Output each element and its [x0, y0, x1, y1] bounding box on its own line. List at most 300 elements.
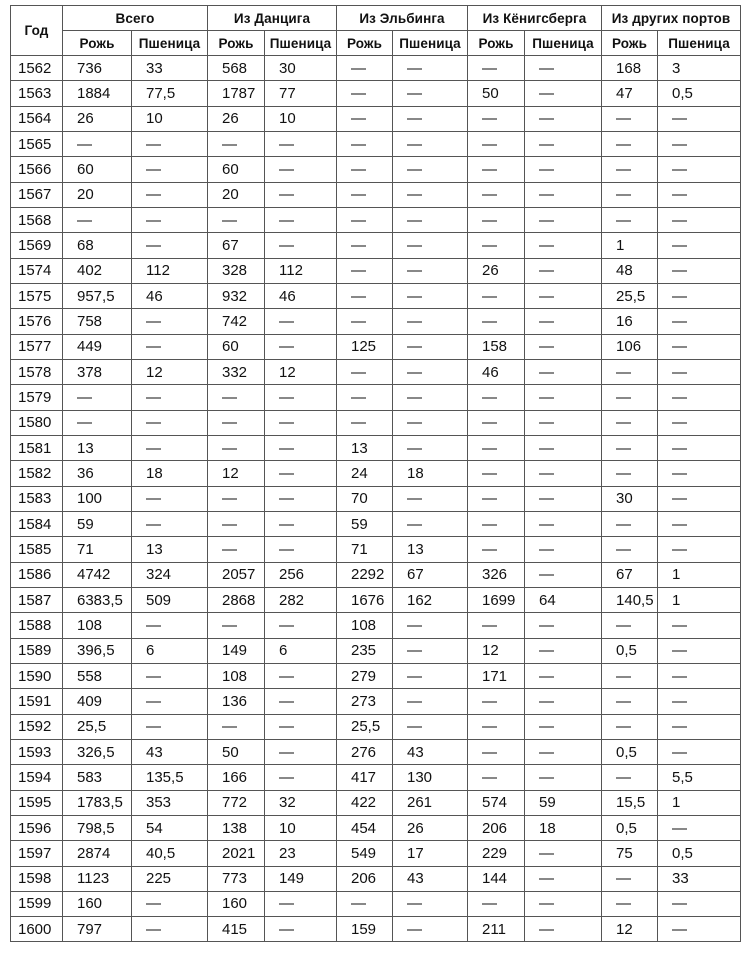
value-cell: —	[468, 56, 525, 81]
value-cell: 149	[208, 638, 265, 663]
value-cell: —	[132, 486, 208, 511]
value-cell: —	[208, 486, 265, 511]
value-cell: —	[132, 207, 208, 232]
value-cell: —	[602, 131, 658, 156]
table-row	[11, 359, 741, 384]
value-cell: —	[658, 891, 741, 916]
value-cell: —	[132, 917, 208, 942]
value-cell: —	[132, 689, 208, 714]
value-cell: —	[525, 613, 602, 638]
table-row	[11, 182, 741, 207]
value-cell: —	[658, 739, 741, 764]
value-cell: —	[337, 359, 393, 384]
value-cell: 758	[63, 309, 132, 334]
value-cell: 26	[63, 106, 132, 131]
year-cell: 1574	[11, 258, 63, 283]
value-cell: 10	[265, 106, 337, 131]
value-cell: 43	[393, 739, 468, 764]
value-cell: 168	[602, 56, 658, 81]
value-cell: 75	[602, 841, 658, 866]
value-cell: —	[525, 283, 602, 308]
value-cell: 15,5	[602, 790, 658, 815]
value-cell: —	[265, 613, 337, 638]
value-cell: —	[468, 891, 525, 916]
year-cell: 1581	[11, 435, 63, 460]
value-cell: —	[602, 866, 658, 891]
sub-header-rye: Рожь	[208, 31, 265, 56]
table-row	[11, 106, 741, 131]
value-cell: 332	[208, 359, 265, 384]
value-cell: —	[63, 131, 132, 156]
value-cell: —	[393, 511, 468, 536]
value-cell: 112	[265, 258, 337, 283]
value-cell: 160	[208, 891, 265, 916]
value-cell: —	[658, 435, 741, 460]
value-cell: 43	[393, 866, 468, 891]
value-cell: —	[337, 410, 393, 435]
value-cell: 256	[265, 562, 337, 587]
value-cell: —	[468, 233, 525, 258]
value-cell: —	[602, 207, 658, 232]
value-cell: 932	[208, 283, 265, 308]
value-cell: 20	[63, 182, 132, 207]
value-cell: 46	[468, 359, 525, 384]
value-cell: —	[208, 613, 265, 638]
value-cell: 0,5	[602, 739, 658, 764]
value-cell: —	[208, 410, 265, 435]
value-cell: —	[525, 511, 602, 536]
value-cell: —	[468, 157, 525, 182]
value-cell: —	[393, 131, 468, 156]
value-cell: —	[393, 714, 468, 739]
value-cell: —	[132, 613, 208, 638]
value-cell: —	[658, 359, 741, 384]
value-cell: —	[658, 638, 741, 663]
value-cell: 261	[393, 790, 468, 815]
year-cell: 1595	[11, 790, 63, 815]
value-cell: 13	[63, 435, 132, 460]
value-cell: —	[602, 106, 658, 131]
value-cell: 43	[132, 739, 208, 764]
value-cell: 166	[208, 765, 265, 790]
value-cell: —	[208, 131, 265, 156]
year-cell: 1567	[11, 182, 63, 207]
value-cell: —	[525, 182, 602, 207]
value-cell: 2057	[208, 562, 265, 587]
value-cell: —	[602, 157, 658, 182]
value-cell: 20	[208, 182, 265, 207]
value-cell: —	[132, 131, 208, 156]
value-cell: —	[132, 233, 208, 258]
table-row	[11, 815, 741, 840]
value-cell: —	[658, 283, 741, 308]
value-cell: 509	[132, 587, 208, 612]
value-cell: 71	[337, 537, 393, 562]
value-cell: 279	[337, 663, 393, 688]
value-cell: 324	[132, 562, 208, 587]
value-cell: 396,5	[63, 638, 132, 663]
value-cell: —	[265, 461, 337, 486]
year-cell: 1591	[11, 689, 63, 714]
value-cell: 13	[337, 435, 393, 460]
value-cell: 33	[658, 866, 741, 891]
value-cell: —	[602, 714, 658, 739]
value-cell: 282	[265, 587, 337, 612]
sub-header-wheat: Пшеница	[525, 31, 602, 56]
value-cell: 1	[658, 790, 741, 815]
value-cell: —	[265, 739, 337, 764]
value-cell: —	[658, 714, 741, 739]
value-cell: —	[393, 207, 468, 232]
value-cell: 773	[208, 866, 265, 891]
value-cell: —	[265, 309, 337, 334]
value-cell: 549	[337, 841, 393, 866]
value-cell: —	[208, 435, 265, 460]
year-cell: 1587	[11, 587, 63, 612]
value-cell: 108	[63, 613, 132, 638]
value-cell: —	[525, 917, 602, 942]
sub-header-rye: Рожь	[468, 31, 525, 56]
value-cell: 12	[265, 359, 337, 384]
value-cell: —	[525, 309, 602, 334]
year-cell: 1568	[11, 207, 63, 232]
table-row	[11, 283, 741, 308]
year-cell: 1590	[11, 663, 63, 688]
year-cell: 1575	[11, 283, 63, 308]
value-cell: 77,5	[132, 81, 208, 106]
value-cell: —	[525, 359, 602, 384]
year-cell: 1593	[11, 739, 63, 764]
value-cell: —	[337, 233, 393, 258]
value-cell: 211	[468, 917, 525, 942]
value-cell: —	[337, 56, 393, 81]
value-cell: —	[393, 917, 468, 942]
value-cell: —	[208, 714, 265, 739]
value-cell: —	[525, 866, 602, 891]
value-cell: —	[525, 410, 602, 435]
value-cell: 5,5	[658, 765, 741, 790]
value-cell: 50	[208, 739, 265, 764]
value-cell: 159	[337, 917, 393, 942]
value-cell: 225	[132, 866, 208, 891]
value-cell: —	[658, 182, 741, 207]
value-cell: —	[265, 714, 337, 739]
value-cell: 40,5	[132, 841, 208, 866]
value-cell: 70	[337, 486, 393, 511]
value-cell: —	[468, 511, 525, 536]
table-row	[11, 917, 741, 942]
value-cell: 378	[63, 359, 132, 384]
value-cell: 17	[393, 841, 468, 866]
value-cell: 574	[468, 790, 525, 815]
value-cell: 26	[208, 106, 265, 131]
year-cell: 1586	[11, 562, 63, 587]
value-cell: 26	[393, 815, 468, 840]
sub-header-wheat: Пшеница	[658, 31, 741, 56]
value-cell: —	[658, 131, 741, 156]
value-cell: 46	[265, 283, 337, 308]
table-row	[11, 435, 741, 460]
table-row	[11, 689, 741, 714]
value-cell: —	[393, 689, 468, 714]
value-cell: —	[525, 81, 602, 106]
value-cell: 160	[63, 891, 132, 916]
value-cell: 12	[468, 638, 525, 663]
value-cell: —	[265, 663, 337, 688]
year-cell: 1589	[11, 638, 63, 663]
year-cell: 1562	[11, 56, 63, 81]
value-cell: —	[468, 283, 525, 308]
value-cell: —	[393, 56, 468, 81]
table-row	[11, 638, 741, 663]
value-cell: 25,5	[602, 283, 658, 308]
group-header-koenigsberg: Из Кёнигсберга	[468, 6, 602, 31]
value-cell: —	[525, 334, 602, 359]
value-cell: —	[265, 131, 337, 156]
table-row	[11, 461, 741, 486]
value-cell: 1884	[63, 81, 132, 106]
value-cell: —	[132, 410, 208, 435]
group-header-elbing: Из Эльбинга	[337, 6, 468, 31]
value-cell: —	[525, 562, 602, 587]
year-cell: 1577	[11, 334, 63, 359]
value-cell: 18	[132, 461, 208, 486]
value-cell: —	[468, 461, 525, 486]
value-cell: —	[468, 765, 525, 790]
table-row	[11, 56, 741, 81]
value-cell: 18	[525, 815, 602, 840]
value-cell: —	[658, 486, 741, 511]
value-cell: —	[393, 182, 468, 207]
value-cell: 1699	[468, 587, 525, 612]
value-cell: 0,5	[658, 841, 741, 866]
value-cell: 144	[468, 866, 525, 891]
value-cell: —	[658, 157, 741, 182]
value-cell: —	[468, 385, 525, 410]
value-cell: 26	[468, 258, 525, 283]
value-cell: 6383,5	[63, 587, 132, 612]
value-cell: 326	[468, 562, 525, 587]
value-cell: —	[393, 106, 468, 131]
value-cell: —	[658, 537, 741, 562]
value-cell: 59	[525, 790, 602, 815]
value-cell: 742	[208, 309, 265, 334]
value-cell: —	[468, 537, 525, 562]
value-cell: 60	[208, 334, 265, 359]
value-cell: —	[602, 385, 658, 410]
table-header	[11, 6, 741, 56]
year-header: Год	[11, 6, 63, 56]
value-cell: —	[208, 537, 265, 562]
value-cell: —	[265, 765, 337, 790]
value-cell: —	[393, 891, 468, 916]
value-cell: —	[525, 106, 602, 131]
value-cell: —	[265, 537, 337, 562]
year-cell: 1569	[11, 233, 63, 258]
year-cell: 1578	[11, 359, 63, 384]
sub-header-rye: Рожь	[602, 31, 658, 56]
year-cell: 1600	[11, 917, 63, 942]
value-cell: 4742	[63, 562, 132, 587]
table-row	[11, 309, 741, 334]
value-cell: —	[525, 461, 602, 486]
value-cell: —	[658, 663, 741, 688]
value-cell: —	[265, 486, 337, 511]
value-cell: —	[468, 410, 525, 435]
value-cell: 46	[132, 283, 208, 308]
value-cell: 0,5	[602, 815, 658, 840]
value-cell: 422	[337, 790, 393, 815]
value-cell: —	[468, 613, 525, 638]
value-cell: 12	[602, 917, 658, 942]
value-cell: 12	[208, 461, 265, 486]
table-row	[11, 157, 741, 182]
year-cell: 1579	[11, 385, 63, 410]
value-cell: 16	[602, 309, 658, 334]
value-cell: —	[265, 435, 337, 460]
value-cell: —	[468, 106, 525, 131]
value-cell: 25,5	[337, 714, 393, 739]
value-cell: 454	[337, 815, 393, 840]
table-row	[11, 613, 741, 638]
value-cell: 67	[602, 562, 658, 587]
value-cell: 1123	[63, 866, 132, 891]
value-cell: —	[393, 359, 468, 384]
value-cell: —	[337, 106, 393, 131]
value-cell: —	[265, 334, 337, 359]
value-cell: 108	[208, 663, 265, 688]
value-cell: 13	[132, 537, 208, 562]
value-cell: —	[468, 131, 525, 156]
table-row	[11, 207, 741, 232]
value-cell: 2292	[337, 562, 393, 587]
value-cell: 417	[337, 765, 393, 790]
value-cell: 18	[393, 461, 468, 486]
value-cell: —	[525, 435, 602, 460]
value-cell: —	[525, 841, 602, 866]
value-cell: —	[525, 233, 602, 258]
value-cell: 797	[63, 917, 132, 942]
value-cell: 33	[132, 56, 208, 81]
value-cell: —	[393, 638, 468, 663]
value-cell: —	[265, 917, 337, 942]
value-cell: —	[337, 309, 393, 334]
value-cell: —	[602, 511, 658, 536]
value-cell: —	[337, 157, 393, 182]
value-cell: —	[525, 385, 602, 410]
value-cell: —	[132, 385, 208, 410]
value-cell: —	[337, 182, 393, 207]
value-cell: —	[525, 689, 602, 714]
value-cell: —	[468, 182, 525, 207]
value-cell: —	[132, 435, 208, 460]
value-cell: 409	[63, 689, 132, 714]
value-cell: —	[602, 613, 658, 638]
value-cell: —	[525, 638, 602, 663]
value-cell: 162	[393, 587, 468, 612]
table-row	[11, 131, 741, 156]
table-row	[11, 410, 741, 435]
table-row	[11, 587, 741, 612]
value-cell: 2874	[63, 841, 132, 866]
value-cell: —	[468, 714, 525, 739]
sub-header-wheat: Пшеница	[393, 31, 468, 56]
value-cell: 158	[468, 334, 525, 359]
value-cell: —	[602, 359, 658, 384]
value-cell: —	[393, 410, 468, 435]
value-cell: 24	[337, 461, 393, 486]
table-body	[11, 56, 741, 942]
value-cell: —	[658, 233, 741, 258]
value-cell: 328	[208, 258, 265, 283]
sub-header-wheat: Пшеница	[265, 31, 337, 56]
value-cell: 1	[602, 233, 658, 258]
value-cell: 0,5	[658, 81, 741, 106]
value-cell: 47	[602, 81, 658, 106]
value-cell: —	[265, 157, 337, 182]
value-cell: 772	[208, 790, 265, 815]
value-cell: —	[658, 917, 741, 942]
table-row	[11, 714, 741, 739]
value-cell: 12	[132, 359, 208, 384]
table-row	[11, 866, 741, 891]
value-cell: —	[468, 689, 525, 714]
value-cell: 6	[132, 638, 208, 663]
group-header-other-ports: Из других портов	[602, 6, 741, 31]
value-cell: —	[393, 486, 468, 511]
value-cell: —	[337, 385, 393, 410]
table-row	[11, 537, 741, 562]
value-cell: —	[602, 663, 658, 688]
value-cell: —	[602, 689, 658, 714]
value-cell: —	[265, 511, 337, 536]
value-cell: —	[393, 334, 468, 359]
table-row	[11, 81, 741, 106]
value-cell: 171	[468, 663, 525, 688]
value-cell: 0,5	[602, 638, 658, 663]
value-cell: —	[132, 334, 208, 359]
value-cell: —	[337, 258, 393, 283]
value-cell: 798,5	[63, 815, 132, 840]
table-row	[11, 765, 741, 790]
value-cell: —	[132, 309, 208, 334]
value-cell: —	[658, 410, 741, 435]
table-row	[11, 739, 741, 764]
value-cell: —	[393, 233, 468, 258]
value-cell: —	[658, 461, 741, 486]
value-cell: 957,5	[63, 283, 132, 308]
value-cell: 3	[658, 56, 741, 81]
year-cell: 1585	[11, 537, 63, 562]
value-cell: —	[393, 663, 468, 688]
table-row	[11, 841, 741, 866]
value-cell: 1676	[337, 587, 393, 612]
value-cell: 54	[132, 815, 208, 840]
value-cell: —	[525, 663, 602, 688]
value-cell: —	[265, 689, 337, 714]
value-cell: —	[208, 385, 265, 410]
value-cell: 149	[265, 866, 337, 891]
year-cell: 1588	[11, 613, 63, 638]
sub-header-rye: Рожь	[63, 31, 132, 56]
value-cell: —	[393, 309, 468, 334]
value-cell: 10	[265, 815, 337, 840]
value-cell: —	[393, 258, 468, 283]
value-cell: —	[337, 891, 393, 916]
year-cell: 1576	[11, 309, 63, 334]
value-cell: —	[468, 739, 525, 764]
value-cell: —	[658, 385, 741, 410]
